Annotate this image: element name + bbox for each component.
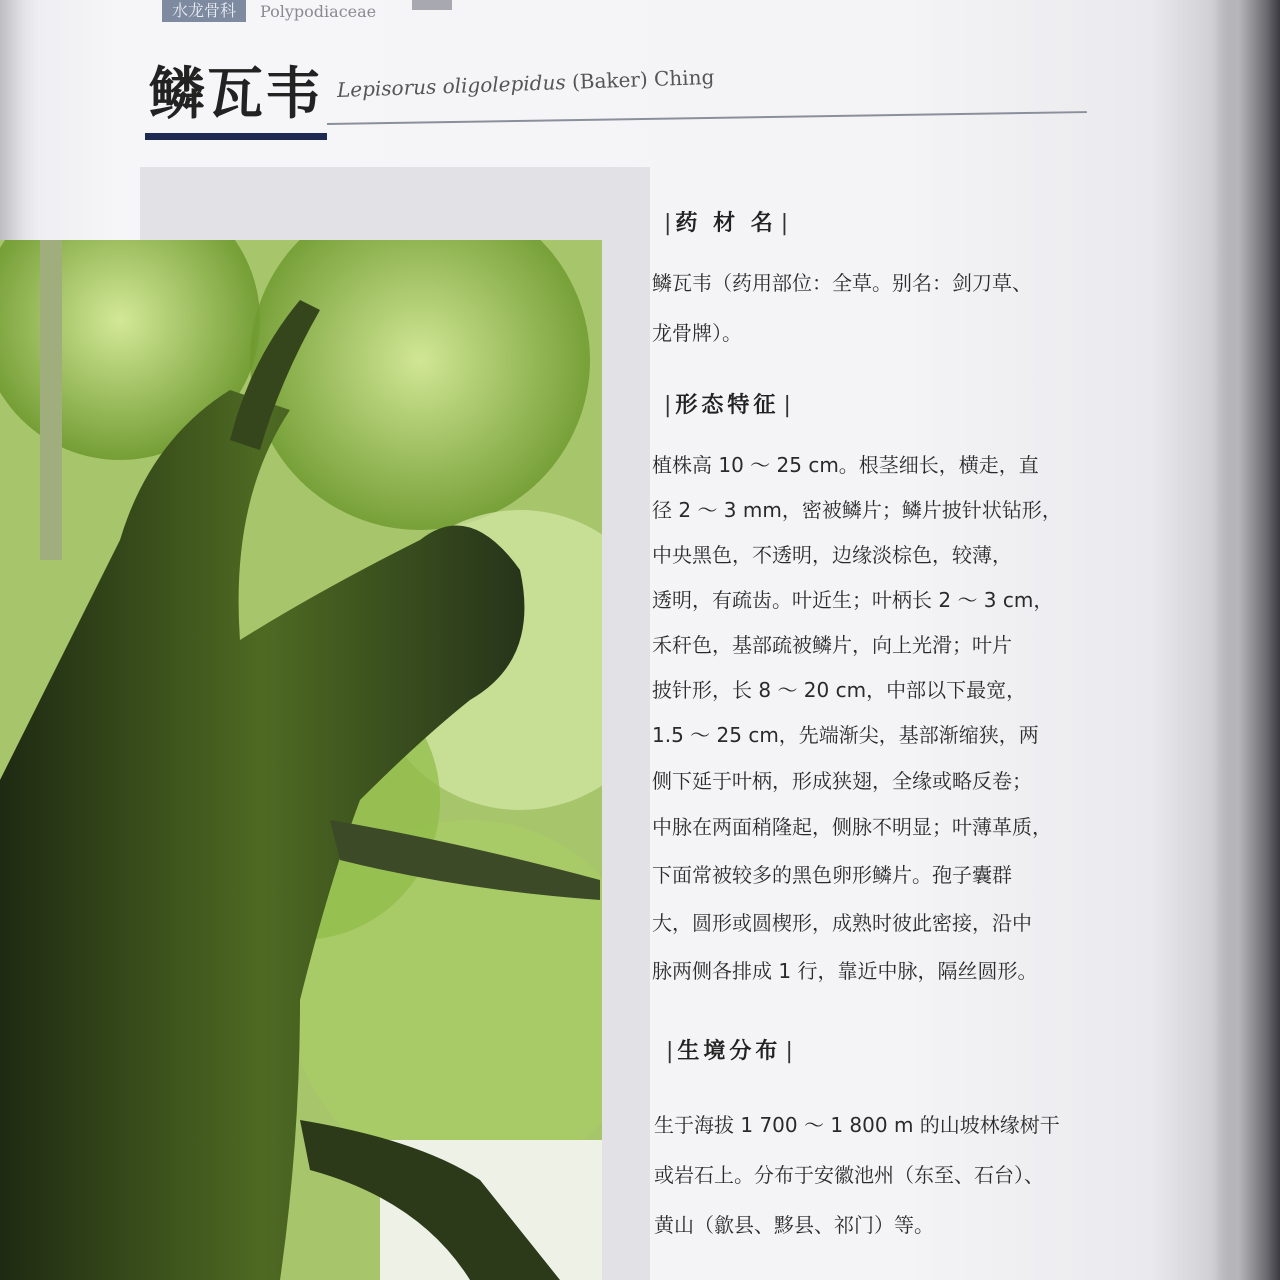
title-area (145, 55, 1095, 150)
text-line: 下面常被较多的黑色卵形鳞片。孢子囊群 (652, 863, 1012, 887)
text-line: 黄山（歙县、黟县、祁门）等。 (654, 1213, 934, 1237)
tree-photo (0, 240, 602, 1280)
text-line: 龙骨牌）。 (652, 321, 742, 345)
section-heading-morphology: | 形态特征 | (664, 393, 791, 418)
title-underline-rule (327, 111, 1087, 125)
header-block (412, 0, 452, 10)
title-underline-accent (145, 133, 327, 140)
heading-text: 药 材 名 (675, 211, 777, 236)
text-line: 中央黑色，不透明，边缘淡棕色，较薄， (652, 543, 1012, 567)
text-line: 侧下延于叶柄，形成狭翅，全缘或略反卷； (652, 769, 1032, 793)
text-line: 鳞瓦韦（药用部位：全草。别名：剑刀草、 (652, 271, 1032, 295)
family-chinese: 水龙骨科 (162, 0, 246, 22)
latin-name (337, 64, 715, 103)
text-line: 大，圆形或圆楔形，成熟时彼此密接，沿中 (652, 911, 1032, 935)
latin-binomial: Lepisorus oligolepidus (336, 70, 567, 102)
heading-text: 形态特征 (675, 393, 780, 418)
family-latin: Polypodiaceae (260, 1, 377, 21)
family-tag (152, 0, 386, 22)
text-line: 中脉在两面稍隆起，侧脉不明显；叶薄革质， (652, 815, 1052, 839)
text-line: 披针形，长 8 ～ 20 cm，中部以下最宽， (652, 678, 1027, 702)
text-line: 禾秆色，基部疏被鳞片，向上光滑；叶片 (652, 633, 1012, 657)
text-line: 1.5 ～ 25 cm，先端渐尖，基部渐缩狭，两 (652, 723, 1039, 747)
book-spine-shadow (1210, 0, 1280, 1280)
tree-photo-illustration (0, 240, 602, 1280)
heading-text: 生境分布 (677, 1039, 782, 1064)
latin-author: (Baker) Ching (571, 64, 715, 94)
text-line: 脉两侧各排成 1 行，靠近中脉，隔丝圆形。 (652, 959, 1038, 983)
page-title: 鳞瓦韦 (149, 62, 323, 127)
section-heading-name: | 药 材 名 | (664, 211, 789, 236)
text-line: 生于海拔 1 700 ～ 1 800 m 的山坡林缘树干 (654, 1113, 1060, 1137)
text-line: 径 2 ～ 3 mm，密被鳞片；鳞片披针状钻形， (652, 498, 1062, 522)
text-line: 或岩石上。分布于安徽池州（东至、石台）、 (654, 1163, 1044, 1187)
text-line: 植株高 10 ～ 25 cm。根茎细长，横走，直 (652, 453, 1039, 477)
section-heading-habitat: | 生境分布 | (666, 1039, 793, 1064)
text-line: 透明，有疏齿。叶近生；叶柄长 2 ～ 3 cm， (652, 588, 1054, 612)
